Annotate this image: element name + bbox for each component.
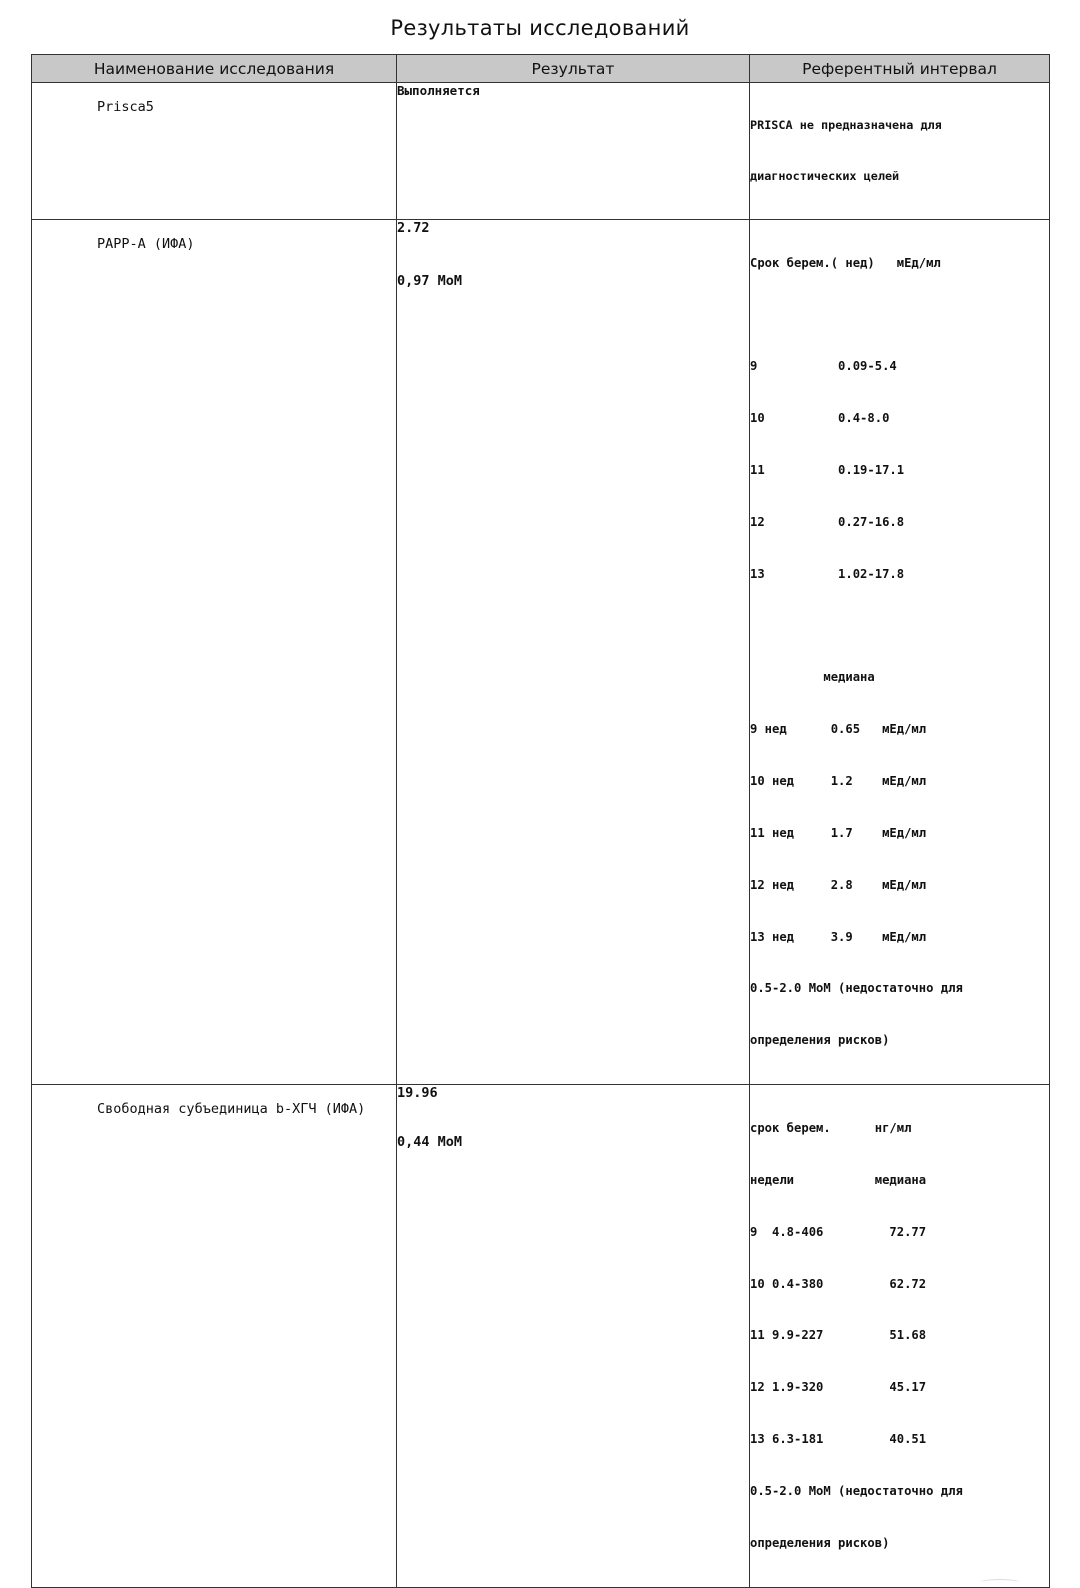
test-name-cell [32, 1085, 397, 1588]
reference-line: PRISCA не предназначена для [750, 118, 942, 132]
page-edge-decoration [980, 1579, 1020, 1586]
median-line: 10 нед 1.2 мЕд/мл [750, 773, 927, 788]
results-table [31, 54, 1050, 1588]
median-line: 11 нед 1.7 мЕд/мл [750, 825, 927, 840]
reference-line: диагностических целей [750, 169, 900, 183]
reference-line: 12 1.9-320 45.17 [750, 1380, 927, 1395]
reference-line: недели медиана [750, 1172, 927, 1187]
reference-line: 10 0.4-380 62.72 [750, 1276, 927, 1291]
reference-line: 11 9.9-227 51.68 [750, 1328, 927, 1343]
note-line: 0.5-2.0 МоМ (недостаточно для [750, 981, 963, 996]
column-header-reference: Референтный интервал [750, 55, 1050, 83]
table-row-b-hcg [32, 1085, 1050, 1588]
result-cell [397, 1085, 750, 1588]
header-row [32, 55, 1050, 83]
page-title: Результаты исследований [390, 16, 690, 40]
median-line: 9 нед 0.65 мЕд/мл [750, 722, 927, 737]
reference-range-line: 12 0.27-16.8 [750, 514, 905, 529]
test-name-cell [32, 220, 397, 1085]
note-line: определения рисков) [750, 1535, 890, 1550]
note-line: определения рисков) [750, 1033, 890, 1048]
median-line: 13 нед 3.9 мЕд/мл [750, 929, 927, 944]
reference-range-line: 9 0.09-5.4 [750, 359, 897, 374]
test-name: Свободная субъединица b-ХГЧ (ИФА) [97, 1101, 366, 1118]
table-row-prisca [32, 83, 1050, 220]
column-header-name: Наименование исследования [32, 55, 397, 83]
result-cell [397, 220, 750, 1085]
mom-value: 0,97 МоМ [397, 273, 463, 289]
reference-cell [750, 83, 1050, 220]
test-name: PAPP-A (ИФА) [97, 236, 195, 252]
reference-range-line: 10 0.4-8.0 [750, 410, 890, 425]
test-name-cell [32, 83, 397, 220]
mom-value: 0,44 МоМ [397, 1134, 463, 1151]
column-header-result: Результат [397, 55, 750, 83]
test-name: Prisca5 [97, 99, 154, 115]
reference-line: 13 6.3-181 40.51 [750, 1432, 927, 1447]
table-row-papp-a [32, 220, 1050, 1085]
reference-range-line: 13 1.02-17.8 [750, 566, 905, 581]
reference-range-line: 11 0.19-17.1 [750, 462, 905, 477]
median-label: медиана [750, 670, 875, 685]
reference-cell [750, 1085, 1050, 1588]
median-line: 12 нед 2.8 мЕд/мл [750, 877, 927, 892]
result-value: 2.72 [397, 220, 430, 236]
result-value: Выполняется [397, 83, 480, 98]
reference-line: 9 4.8-406 72.77 [750, 1224, 927, 1239]
reference-line: срок берем. нг/мл [750, 1120, 912, 1135]
result-value: 19.96 [397, 1085, 438, 1102]
note-line: 0.5-2.0 МоМ (недостаточно для [750, 1484, 963, 1499]
result-cell [397, 83, 750, 220]
reference-cell [750, 220, 1050, 1085]
reference-header: Срок берем.( нед) мЕд/мл [750, 255, 941, 270]
